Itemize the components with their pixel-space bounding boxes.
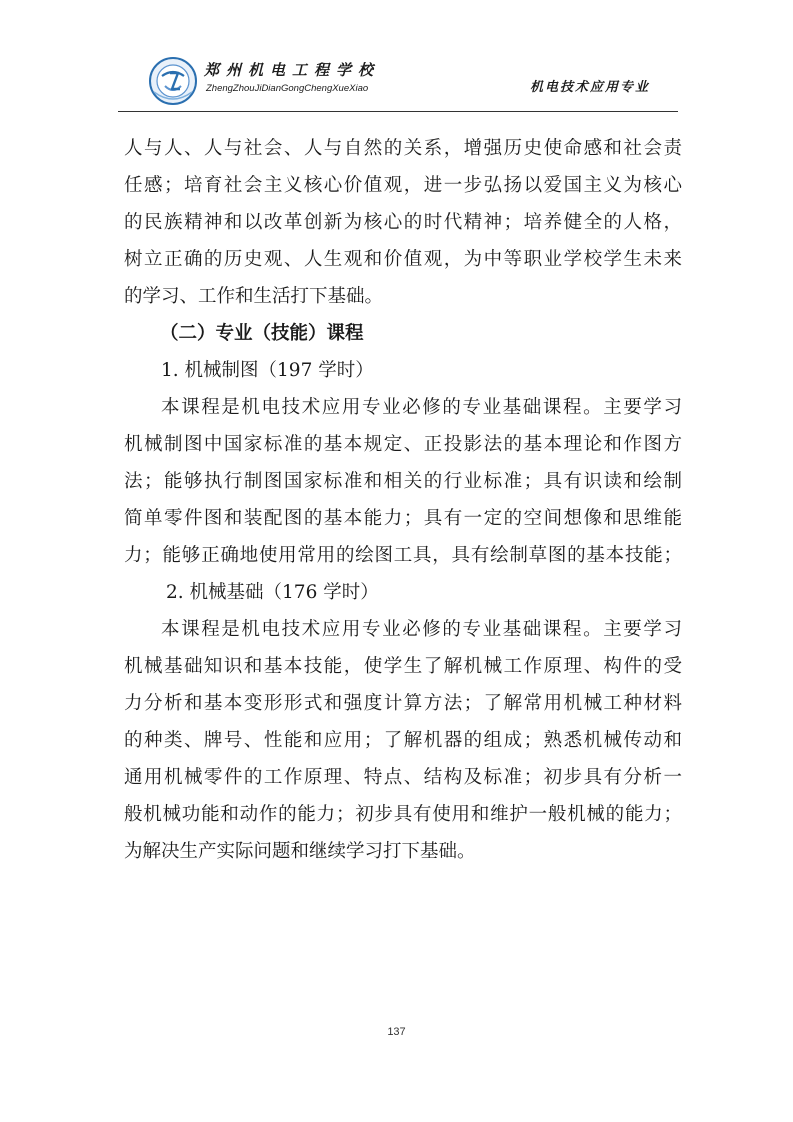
course-title: 2. 机械基础（176 学时） — [166, 582, 379, 603]
text-line: 力；能够正确地使用常用的绘图工具，具有绘制草图的基本技能； — [124, 545, 682, 566]
text-line: 通用机械零件的工作原理、特点、结构及标准；初步具有分析一 — [124, 767, 682, 788]
text-line: 的民族精神和以改革创新为核心的时代精神；培养健全的人格， — [124, 212, 682, 233]
text-line: 任感；培育社会主义核心价值观，进一步弘扬以爱国主义为核心 — [124, 175, 682, 196]
text-line: 为解决生产实际问题和继续学习打下基础。 — [124, 841, 476, 862]
text-line: 机械基础知识和基本技能，使学生了解机械工作原理、构件的受 — [124, 656, 682, 677]
text-line: 树立正确的历史观、人生观和价值观，为中等职业学校学生未来 — [124, 249, 682, 270]
page-header — [118, 48, 678, 114]
text-line: 法；能够执行制图国家标准和相关的行业标准；具有识读和绘制 — [124, 471, 682, 492]
school-name-cn: 郑州机电工程学校 — [204, 61, 381, 79]
text-line: 简单零件图和装配图的基本能力；具有一定的空间想像和思维能 — [124, 508, 682, 529]
text-line: 般机械功能和动作的能力；初步具有使用和维护一般机械的能力； — [124, 804, 682, 825]
body-text — [124, 130, 682, 870]
text-line: 本课程是机电技术应用专业必修的专业基础课程。主要学习 — [161, 397, 682, 418]
major-name: 机电技术应用专业 — [529, 80, 650, 95]
text-line: 本课程是机电技术应用专业必修的专业基础课程。主要学习 — [161, 619, 682, 640]
school-logo-icon — [148, 56, 198, 106]
header-rule — [118, 111, 678, 112]
text-line: 人与人、人与社会、人与自然的关系，增强历史使命感和社会责 — [124, 138, 682, 159]
text-line: 的学习、工作和生活打下基础。 — [124, 286, 384, 307]
section-heading: （二）专业（技能）课程 — [160, 323, 364, 344]
course-title: 1. 机械制图（197 学时） — [161, 360, 374, 381]
page-number: 137 — [387, 1026, 406, 1038]
text-line: 的种类、牌号、性能和应用；了解机器的组成；熟悉机械传动和 — [124, 730, 682, 751]
text-line: 机械制图中国家标准的基本规定、正投影法的基本理论和作图方 — [124, 434, 682, 455]
school-name-en: ZhengZhouJiDianGongChengXueXiao — [206, 83, 369, 94]
text-line: 力分析和基本变形形式和强度计算方法；了解常用机械工种材料 — [124, 693, 682, 714]
